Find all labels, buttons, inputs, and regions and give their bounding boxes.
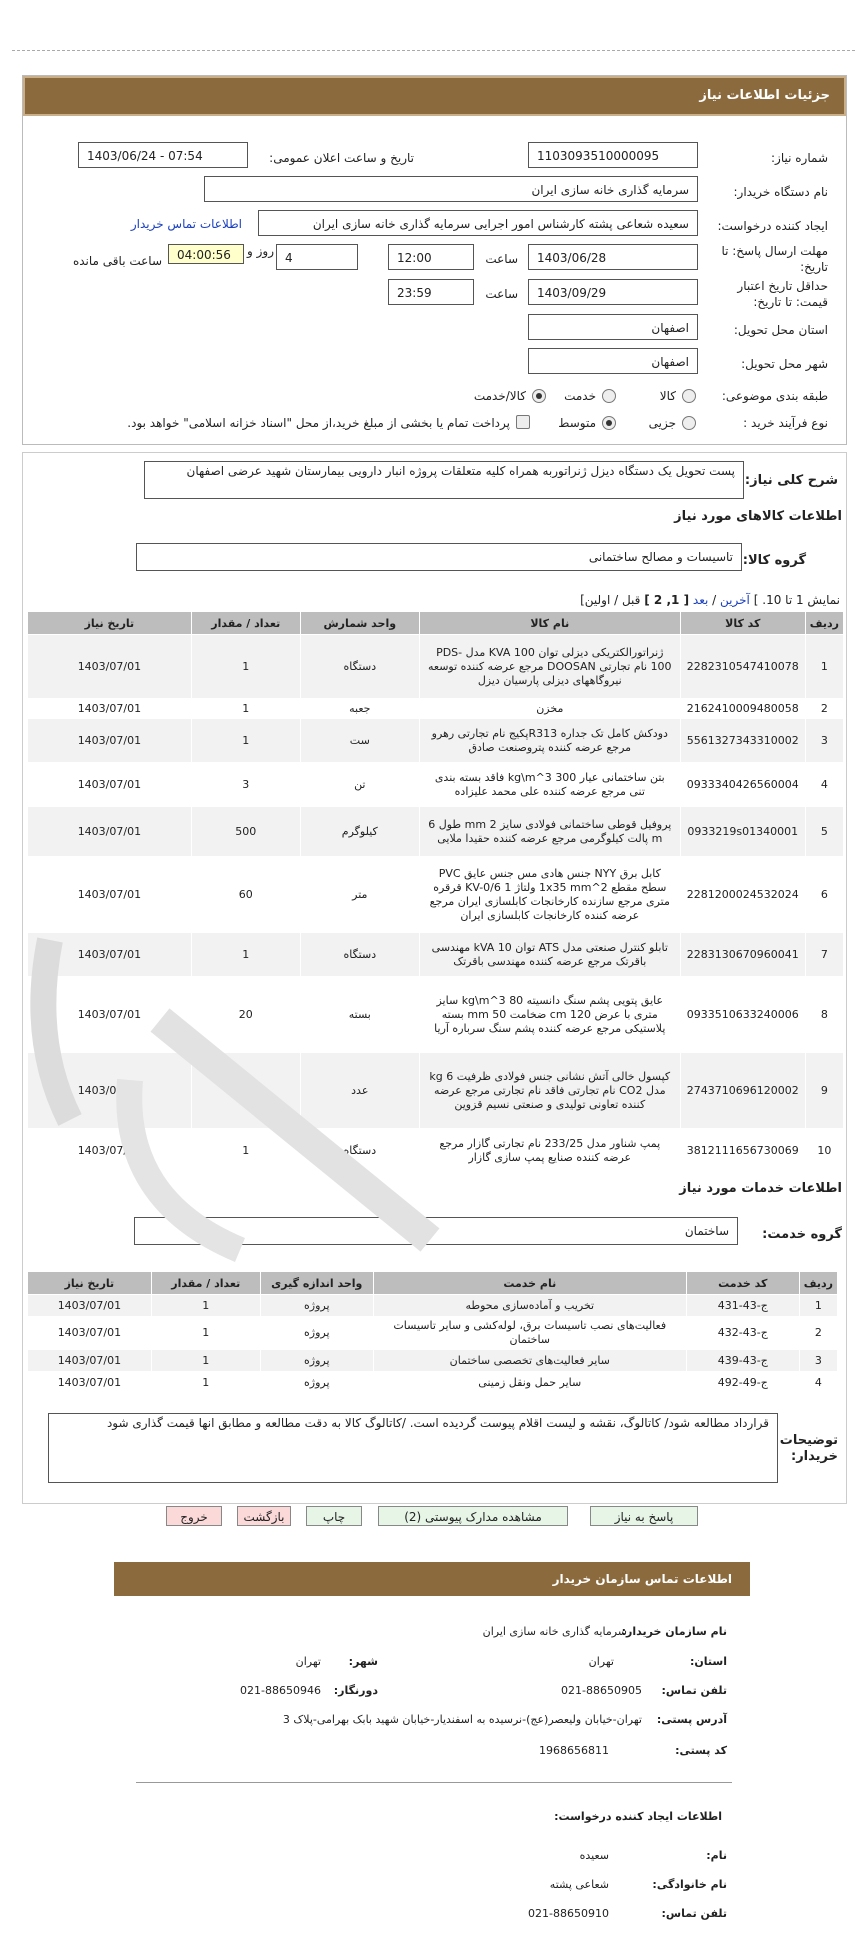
reply-button[interactable]: پاسخ به نیاز xyxy=(590,1506,698,1526)
pagination-bracket: ] xyxy=(753,593,759,607)
service-date: 1403/07/01 xyxy=(28,1350,152,1372)
contact-fax-label: دورنگار: xyxy=(333,1684,378,1697)
goods-row-index: 7 xyxy=(805,933,843,977)
category-service-label: خدمت xyxy=(564,389,596,403)
col-unit: واحد شمارش xyxy=(300,612,419,635)
city-label: شهر محل تحویل: xyxy=(741,357,828,371)
payment-checkbox[interactable] xyxy=(516,415,530,429)
goods-date: 1403/07/01 xyxy=(28,699,192,719)
deadline-label-2: تاریخ: xyxy=(800,260,828,274)
city-field: اصفهان xyxy=(528,348,698,374)
col-code: کد کالا xyxy=(680,612,805,635)
goods-unit: عدد xyxy=(300,1053,419,1129)
goods-table-row xyxy=(28,807,844,857)
contact-title: اطلاعات تماس سازمان خریدار xyxy=(552,1572,732,1586)
creator-name-label: نام: xyxy=(706,1849,727,1862)
goods-table-row xyxy=(28,635,844,699)
category-both-label: کالا/خدمت xyxy=(473,389,526,403)
svc-col-unit: واحد اندازه گیری xyxy=(260,1272,373,1295)
goods-code: 0933340426560004 xyxy=(680,763,805,807)
service-unit: پروژه xyxy=(260,1372,373,1394)
goods-row-index: 4 xyxy=(805,763,843,807)
goods-row-index: 10 xyxy=(805,1129,843,1173)
goods-date: 1403/07/01 xyxy=(28,933,192,977)
attachments-button[interactable]: مشاهده مدارک پیوستی (2) xyxy=(378,1506,568,1526)
goods-date: 1403/07/01 xyxy=(28,807,192,857)
goods-row-index: 8 xyxy=(805,977,843,1053)
goods-unit: کیلوگرم xyxy=(300,807,419,857)
goods-code: 2743710696120002 xyxy=(680,1053,805,1129)
service-code: ج-49-492 xyxy=(686,1372,799,1394)
services-table-row xyxy=(28,1295,838,1317)
goods-name: پروفیل قوطی ساختمانی فولادی سایز 2 mm طول 6 m پالت کیلوگرمی مرجع عرضه کننده حقیدا ملایی xyxy=(419,807,680,857)
service-name: فعالیت‌های نصب تاسیسات برق، لوله‌کشی و سایر تاسیسات ساختمان xyxy=(373,1317,686,1350)
contact-fax: 021-88650946 xyxy=(240,1684,321,1697)
remaining-label: ساعت باقی مانده xyxy=(72,254,162,268)
goods-qty: 1 xyxy=(191,699,300,719)
goods-unit: ست xyxy=(300,719,419,763)
goods-table-row xyxy=(28,763,844,807)
category-service-radio[interactable] xyxy=(602,389,616,403)
service-row-index: 4 xyxy=(799,1372,837,1394)
goods-table-row xyxy=(28,719,844,763)
goods-section-title: اطلاعات کالاهای مورد نیاز xyxy=(674,509,842,524)
need-number-label: شماره نیاز: xyxy=(771,151,828,165)
service-row-index: 3 xyxy=(799,1350,837,1372)
service-date: 1403/07/01 xyxy=(28,1317,152,1350)
process-medium-radio[interactable] xyxy=(602,416,616,430)
goods-date: 1403/07/01 xyxy=(28,719,192,763)
announce-label: تاریخ و ساعت اعلان عمومی: xyxy=(269,151,414,165)
pagination-sep: / xyxy=(712,593,717,607)
service-row-index: 1 xyxy=(799,1295,837,1317)
summary-label: شرح کلی نیاز: xyxy=(744,473,838,488)
goods-unit: جعبه xyxy=(300,699,419,719)
top-divider xyxy=(12,50,855,51)
goods-qty: 20 xyxy=(191,977,300,1053)
pagination-prev-first: قبل / اولین] xyxy=(580,593,641,607)
goods-name: کپسول خالی آتش نشانی جنس فولادی ظرفیت 6 kg مدل CO2 نام تجارتی فاقد نام تجارتی مرجع عرضه کننده تعاونی تولیدی و صنعتی نسیم قزوین xyxy=(419,1053,680,1129)
goods-table-row xyxy=(28,933,844,977)
svc-col-date: تاریخ نیاز xyxy=(28,1272,152,1295)
validity-label-2: قیمت: تا تاریخ: xyxy=(753,295,828,309)
category-label: طبقه بندی موضوعی: xyxy=(721,389,828,403)
service-group-label: گروه خدمت: xyxy=(762,1227,842,1242)
process-label: نوع فرآیند خرید : xyxy=(743,416,828,430)
goods-unit: بسته xyxy=(300,977,419,1053)
service-group-field: ساختمان xyxy=(134,1217,738,1245)
creator-field: سعیده شعاعی پشته کارشناس امور اجرایی سرمایه گذاری خانه سازی ایران xyxy=(258,210,698,236)
category-goods-label: کالا xyxy=(659,389,676,403)
creator-phone-label: تلفن تماس: xyxy=(661,1907,727,1920)
goods-name: کابل برق NYY جنس هادی مس جنس عایق PVC سطح مقطع 1x35 mm^2 ولتاژ 1 KV-0/6 قرقره متری مرجع سازنده کارخانجات کابلسازی ایران مرجع عرضه کننده کارخانجات کابلسازی ایران xyxy=(419,857,680,933)
service-name: تخریب و آماده‌سازی محوطه xyxy=(373,1295,686,1317)
contact-address-label: آدرس پستی: xyxy=(656,1713,727,1726)
service-name: سایر فعالیت‌های تخصصی ساختمان xyxy=(373,1350,686,1372)
contact-postal: 1968656811 xyxy=(539,1744,609,1757)
goods-unit: دستگاه xyxy=(300,635,419,699)
goods-table-row xyxy=(28,977,844,1053)
goods-name: مخزن xyxy=(419,699,680,719)
goods-date: 1403/07/01 xyxy=(28,977,192,1053)
goods-table-header xyxy=(28,612,844,635)
pagination-pages[interactable]: [ 1, 2 ] xyxy=(644,593,690,607)
contact-divider xyxy=(136,1782,732,1783)
services-table-header xyxy=(28,1272,838,1295)
buyer-notes-label-2: خریدار: xyxy=(791,1449,838,1464)
contact-city: تهران xyxy=(295,1655,321,1668)
service-unit: پروژه xyxy=(260,1350,373,1372)
col-qty: تعداد / مقدار xyxy=(191,612,300,635)
contact-phone: 021-88650905 xyxy=(561,1684,642,1697)
service-unit: پروژه xyxy=(260,1295,373,1317)
creator-name: سعیده xyxy=(579,1849,609,1862)
goods-date: 1403/07/01 xyxy=(28,1129,192,1173)
col-name: نام کالا xyxy=(419,612,680,635)
remaining-time-field: 04:00:56 xyxy=(168,244,244,264)
service-qty: 1 xyxy=(151,1295,260,1317)
need-items-panel xyxy=(22,452,847,1504)
service-qty: 1 xyxy=(151,1317,260,1350)
goods-name: عایق پتویی پشم سنگ دانسیته 80 kg\m^3 سایز متری با عرض 120 cm ضخامت 50 mm بسته پلاستیکی مرجع عرضه کننده پشم سنگ سرباره آریا xyxy=(419,977,680,1053)
exit-button[interactable]: خروج xyxy=(166,1506,222,1526)
pagination xyxy=(580,593,840,607)
services-table xyxy=(27,1271,838,1394)
goods-unit: دستگاه xyxy=(300,933,419,977)
svc-col-code: کد خدمت xyxy=(686,1272,799,1295)
goods-code: 2162410009480058 xyxy=(680,699,805,719)
service-unit: پروژه xyxy=(260,1317,373,1350)
goods-code: 2282310547410078 xyxy=(680,635,805,699)
goods-group-field: تاسیسات و مصالح ساختمانی xyxy=(136,543,742,571)
service-name: سایر حمل ونقل زمینی xyxy=(373,1372,686,1394)
creator-label: ایجاد کننده درخواست: xyxy=(717,219,828,233)
service-code: ج-43-431 xyxy=(686,1295,799,1317)
goods-code: 0933510633240006 xyxy=(680,977,805,1053)
validity-time-field: 23:59 xyxy=(388,279,474,305)
svc-col-qty: تعداد / مقدار xyxy=(151,1272,260,1295)
contact-org: سرمایه گذاری خانه سازی ایران xyxy=(482,1625,627,1638)
goods-code: 0933219s01340001 xyxy=(680,807,805,857)
goods-qty: 1 xyxy=(191,635,300,699)
category-both-radio[interactable] xyxy=(532,389,546,403)
goods-unit: دستگاه xyxy=(300,1129,419,1173)
contact-city-label: شهر: xyxy=(348,1655,378,1668)
goods-qty: 3 xyxy=(191,763,300,807)
process-medium-label: متوسط xyxy=(558,416,596,430)
goods-table-row xyxy=(28,699,844,719)
goods-qty: 60 xyxy=(191,857,300,933)
province-field: اصفهان xyxy=(528,314,698,340)
services-section-title: اطلاعات خدمات مورد نیاز xyxy=(679,1181,842,1196)
contact-province-label: استان: xyxy=(690,1655,727,1668)
goods-code: 2283130670960041 xyxy=(680,933,805,977)
buyer-org-label: نام دستگاه خریدار: xyxy=(733,185,828,199)
service-code: ج-43-432 xyxy=(686,1317,799,1350)
pagination-next-link[interactable]: بعد xyxy=(692,593,709,607)
goods-table-row xyxy=(28,1129,844,1173)
deadline-label: مهلت ارسال پاسخ: تا xyxy=(721,244,828,258)
process-partial-radio[interactable] xyxy=(682,416,696,430)
goods-table xyxy=(27,611,844,1173)
svc-col-name: نام خدمت xyxy=(373,1272,686,1295)
goods-name: دودکش کامل تک جداره R313پکیج نام تجارتی رهرو مرجع عرضه کننده پتروصنعت صادق xyxy=(419,719,680,763)
goods-row-index: 5 xyxy=(805,807,843,857)
buyer-notes-label: توضیحات xyxy=(779,1433,838,1448)
goods-name: پمپ شناور مدل 233/25 نام تجارتی گازار مرجع عرضه کننده صنایع پمپ سازی گازار xyxy=(419,1129,680,1173)
creator-family-label: نام خانوادگی: xyxy=(652,1878,727,1891)
svc-col-row: ردیف xyxy=(799,1272,837,1295)
services-table-row xyxy=(28,1372,838,1394)
goods-date: 1403/07/01 xyxy=(28,763,192,807)
goods-name: تابلو کنترل صنعتی مدل ATS توان 10 kVA مهندسی باقرتک مرجع عرضه کننده مهندسی باقرتک xyxy=(419,933,680,977)
pagination-display: نمایش 1 تا 10. xyxy=(762,593,840,607)
goods-row-index: 1 xyxy=(805,635,843,699)
deadline-time-label: ساعت xyxy=(485,252,518,266)
deadline-date-field: 1403/06/28 xyxy=(528,244,698,270)
category-goods-radio[interactable] xyxy=(682,389,696,403)
panel-title: جزئیات اطلاعات نیاز xyxy=(23,76,846,116)
buyer-contact-link[interactable]: اطلاعات تماس خریدار xyxy=(130,217,242,231)
summary-field: پست تحویل یک دستگاه دیزل ژنراتوربه همراه کلیه متعلقات پروژه انبار دارویی بیمارستان شهید عرضی اصفهان xyxy=(144,461,744,499)
contact-phone-label: تلفن تماس: xyxy=(661,1684,727,1697)
announce-field: 1403/06/24 - 07:54 xyxy=(78,142,248,168)
validity-time-label: ساعت xyxy=(485,287,518,301)
service-qty: 1 xyxy=(151,1372,260,1394)
goods-code: 3812111656730069 xyxy=(680,1129,805,1173)
buyer-org-field: سرمایه گذاری خانه سازی ایران xyxy=(204,176,698,202)
contact-header xyxy=(114,1562,750,1596)
col-date: تاریخ نیاز xyxy=(28,612,192,635)
remaining-days-field: 4 xyxy=(276,244,358,270)
contact-province: تهران xyxy=(588,1655,614,1668)
goods-qty: 1 xyxy=(191,1129,300,1173)
creator-info-title: اطلاعات ایجاد کننده درخواست: xyxy=(554,1810,722,1823)
contact-org-label: نام سازمان خریدار: xyxy=(621,1625,727,1638)
goods-table-row xyxy=(28,857,844,933)
service-date: 1403/07/01 xyxy=(28,1372,152,1394)
services-table-row xyxy=(28,1350,838,1372)
validity-date-field: 1403/09/29 xyxy=(528,279,698,305)
goods-group-label: گروه کالا: xyxy=(742,553,806,568)
goods-row-index: 6 xyxy=(805,857,843,933)
creator-family: شعاعی پشته xyxy=(549,1878,609,1891)
goods-row-index: 2 xyxy=(805,699,843,719)
days-label: روز و xyxy=(247,244,274,258)
col-row: ردیف xyxy=(805,612,843,635)
service-code: ج-43-439 xyxy=(686,1350,799,1372)
goods-row-index: 9 xyxy=(805,1053,843,1129)
goods-qty: 1 xyxy=(191,719,300,763)
pagination-last-link[interactable]: آخرین xyxy=(720,593,750,607)
contact-postal-label: کد پستی: xyxy=(675,1744,727,1757)
goods-name: بتن ساختمانی عیار 300 kg\m^3 فاقد بسته بندی تنی مرجع عرضه کننده علی محمد علیزاده xyxy=(419,763,680,807)
process-partial-label: جزیی xyxy=(648,416,676,430)
goods-qty: 1 xyxy=(191,933,300,977)
services-table-row xyxy=(28,1317,838,1350)
buyer-notes-field: قرارداد مطالعه شود/ کاتالوگ، نقشه و لیست اقلام پیوست گردیده است. /کاتالوگ کالا به دقت مطالعه و مطابق انها قیمت گذاری شود xyxy=(48,1413,778,1483)
creator-phone: 021-88650910 xyxy=(528,1907,609,1920)
need-number-field: 1103093510000095 xyxy=(528,142,698,168)
service-qty: 1 xyxy=(151,1350,260,1372)
goods-date: 1403/07/01 xyxy=(28,857,192,933)
goods-code: 2281200024532024 xyxy=(680,857,805,933)
validity-label: حداقل تاریخ اعتبار xyxy=(737,279,828,293)
service-row-index: 2 xyxy=(799,1317,837,1350)
goods-qty: 1 xyxy=(191,1053,300,1129)
deadline-time-field: 12:00 xyxy=(388,244,474,270)
goods-date: 1403/07/01 xyxy=(28,635,192,699)
payment-note: پرداخت تمام یا بخشی از مبلغ خرید،از محل "اسناد خزانه اسلامی" خواهد بود. xyxy=(127,416,510,430)
goods-date: 1403/07/01 xyxy=(28,1053,192,1129)
back-button[interactable]: بازگشت xyxy=(237,1506,291,1526)
print-button[interactable]: چاپ xyxy=(306,1506,362,1526)
need-details-panel xyxy=(22,75,847,445)
contact-address: تهران-خیابان ولیعصر(عج)-نرسیده به اسفندیار-خیابان شهید بابک بهرامی-پلاک 3 xyxy=(282,1713,642,1726)
province-label: استان محل تحویل: xyxy=(733,323,828,337)
goods-table-row xyxy=(28,1053,844,1129)
goods-unit: تن xyxy=(300,763,419,807)
goods-name: ژنراتورالکتریکی دیزلی توان 100 KVA مدل PDS-100 نام تجارتی DOOSAN مرجع عرضه کننده توسعه نیروگاههای دیزلی پارسیان دیزل xyxy=(419,635,680,699)
goods-qty: 500 xyxy=(191,807,300,857)
service-date: 1403/07/01 xyxy=(28,1295,152,1317)
goods-unit: متر xyxy=(300,857,419,933)
goods-code: 5561327343310002 xyxy=(680,719,805,763)
goods-row-index: 3 xyxy=(805,719,843,763)
